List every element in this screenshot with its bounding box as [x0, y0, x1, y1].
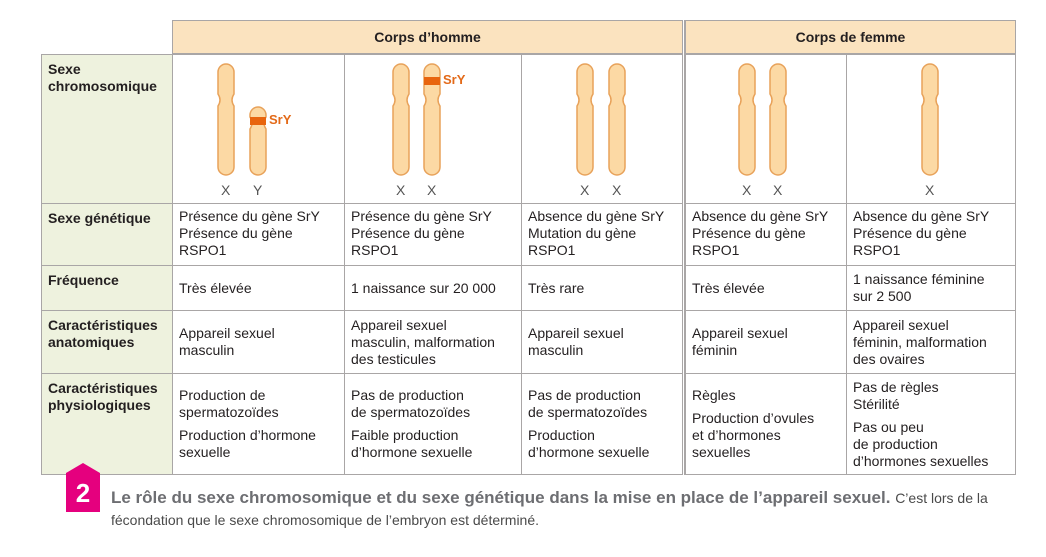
anatomical-cell [685, 310, 847, 374]
chromosome-label: X [221, 182, 231, 198]
anatomical-cell [172, 310, 345, 374]
physiological-line: Stérilité [853, 395, 900, 412]
frequency-cell [846, 265, 1016, 311]
genetic-sex-line: Présence du gène [853, 225, 967, 241]
physiological-cell [685, 373, 847, 475]
genetic-sex-cell [521, 203, 683, 266]
physiological-line: d’hormone sexuelle [351, 444, 473, 460]
genetic-sex-cell [846, 203, 1016, 266]
chromosome-x [739, 64, 755, 175]
karyotype-diagram [173, 55, 344, 203]
genetic-sex-line: Absence du gène SrY [528, 208, 665, 224]
row-header-label: Sexe chromosomique [48, 61, 157, 94]
anatomical-line: masculin [179, 342, 235, 358]
frequency-line: 1 naissance sur 20 000 [351, 279, 496, 296]
karyotype-cell [521, 54, 683, 204]
chromosome-label: X [612, 182, 622, 198]
physiological-line: spermatozoïdes [179, 404, 279, 420]
frequency-line: sur 2 500 [853, 288, 912, 304]
frequency-line: Très élevée [179, 279, 252, 296]
anatomical-line: masculin, malformation [351, 333, 495, 350]
physiological-line: de production [853, 435, 938, 452]
row-header-label: Caractéristiques anatomiques [48, 317, 158, 350]
chromosome-label: X [925, 182, 935, 198]
male-header-label: Corps d’homme [374, 29, 481, 45]
physiological-cell [846, 373, 1016, 475]
physiological-line: Règles [692, 387, 736, 403]
karyotype-cell [172, 54, 345, 204]
physiological-line: d’hormones sexuelles [853, 452, 989, 469]
genetic-sex-line: Absence du gène SrY [853, 208, 990, 224]
chromosome-label: X [742, 182, 752, 198]
sry-gene-label: SrY [443, 72, 466, 87]
chromosome-label: Y [253, 182, 263, 198]
physiological-cell [521, 373, 683, 475]
row-header-chromosomic [41, 54, 173, 204]
anatomical-line: des testicules [351, 350, 436, 367]
sry-gene-band [250, 117, 266, 125]
chromosome-x [218, 64, 234, 175]
chromosome-x [577, 64, 593, 175]
figure-caption [111, 487, 1011, 531]
karyotype-diagram [686, 55, 846, 203]
physiological-line: sexuelles [692, 444, 751, 460]
chromosome-x [922, 64, 938, 175]
anatomical-cell [521, 310, 683, 374]
sry-gene-band [424, 77, 440, 85]
genetic-sex-line: Présence du gène SrY [179, 208, 320, 224]
physiological-line: d’hormone sexuelle [528, 444, 650, 460]
genetic-sex-line: Présence du gène [692, 225, 806, 241]
physiological-line: de spermatozoïdes [351, 404, 471, 420]
anatomical-line: féminin [692, 342, 738, 358]
chromosome-label: X [580, 182, 590, 198]
genetic-sex-cell [685, 203, 847, 266]
physiological-line: de spermatozoïdes [528, 404, 648, 420]
anatomical-cell [846, 310, 1016, 374]
chromosome-label: X [396, 182, 406, 198]
genetic-sex-cell [344, 203, 522, 266]
anatomical-line: masculin [528, 342, 584, 358]
chromosome-x [609, 64, 625, 175]
row-header-label: Fréquence [48, 272, 119, 288]
genetic-sex-line: RSPO1 [351, 242, 399, 258]
female-header-label: Corps de femme [795, 29, 906, 45]
physiological-line: Pas de production [351, 387, 464, 403]
genetic-sex-cell [172, 203, 345, 266]
anatomical-line: Appareil sexuel [692, 325, 788, 341]
karyotype-cell [846, 54, 1016, 204]
karyotype-cell [344, 54, 522, 204]
genetic-sex-line: RSPO1 [179, 242, 227, 258]
physiological-line: Production d’hormone [179, 427, 316, 443]
physiological-cell [344, 373, 522, 475]
frequency-cell [685, 265, 847, 311]
genetic-sex-line: Absence du gène SrY [692, 208, 829, 224]
karyotype-diagram [522, 55, 682, 203]
physiological-line: Pas de production [528, 387, 641, 403]
chromosome-label: X [427, 182, 437, 198]
female-column-header [685, 20, 1016, 54]
row-header-label: Sexe génétique [48, 210, 151, 226]
anatomical-line: des ovaires [853, 350, 925, 367]
anatomical-cell [344, 310, 522, 374]
physiological-line: Pas ou peu [853, 418, 924, 435]
row-header-anatomical [41, 310, 173, 374]
row-header-frequency [41, 265, 173, 311]
genetic-sex-line: Présence du gène [179, 225, 293, 241]
genetic-sex-line: RSPO1 [528, 242, 576, 258]
genetic-sex-line: RSPO1 [853, 242, 901, 258]
physiological-line: Production de [179, 387, 266, 403]
karyotype-diagram [345, 55, 521, 203]
genetic-sex-line: Présence du gène SrY [351, 208, 492, 224]
caption-title: Le rôle du sexe chromosomique et du sexe génétique dans la mise en place de l’appareil sexuel. [111, 488, 891, 507]
chromosome-x [770, 64, 786, 175]
frequency-line: Très rare [528, 279, 585, 296]
genetic-sex-line: Mutation du gène [528, 225, 637, 241]
chromosome-x [393, 64, 409, 175]
physiological-cell [172, 373, 345, 475]
anatomical-line: Appareil sexuel [351, 316, 447, 333]
physiological-line: Faible production [351, 427, 459, 443]
chromosome-label: X [773, 182, 783, 198]
genetic-sex-line: Présence du gène [351, 225, 465, 241]
group-divider [682, 20, 685, 475]
row-header-physiological [41, 373, 173, 475]
sry-gene-label: SrY [269, 112, 292, 127]
genetic-sex-line: RSPO1 [692, 242, 740, 258]
anatomical-line: Appareil sexuel [853, 316, 949, 333]
frequency-cell [344, 265, 522, 311]
karyotype-diagram [847, 55, 1015, 203]
frequency-line: Très élevée [692, 279, 765, 296]
anatomical-line: Appareil sexuel [528, 325, 624, 341]
anatomical-line: féminin, malformation [853, 333, 987, 350]
frequency-cell [521, 265, 683, 311]
physiological-line: Production d’ovules [692, 410, 815, 426]
male-column-header [172, 20, 683, 54]
frequency-cell [172, 265, 345, 311]
physiological-line: et d’hormones [692, 427, 781, 443]
karyotype-cell [685, 54, 847, 204]
frequency-line: 1 naissance féminine [853, 271, 985, 287]
row-header-genetic [41, 203, 173, 266]
anatomical-line: Appareil sexuel [179, 325, 275, 341]
physiological-line: sexuelle [179, 444, 231, 460]
figure-number: 2 [75, 478, 91, 508]
physiological-line: Pas de règles [853, 378, 939, 395]
row-header-label: Caractéristiques physiologiques [48, 380, 158, 413]
physiological-line: Production [528, 427, 595, 443]
caption-body: C’est lors de la fécondation que le sexe chromosomique de l’embryon est déterminé. [111, 490, 988, 528]
